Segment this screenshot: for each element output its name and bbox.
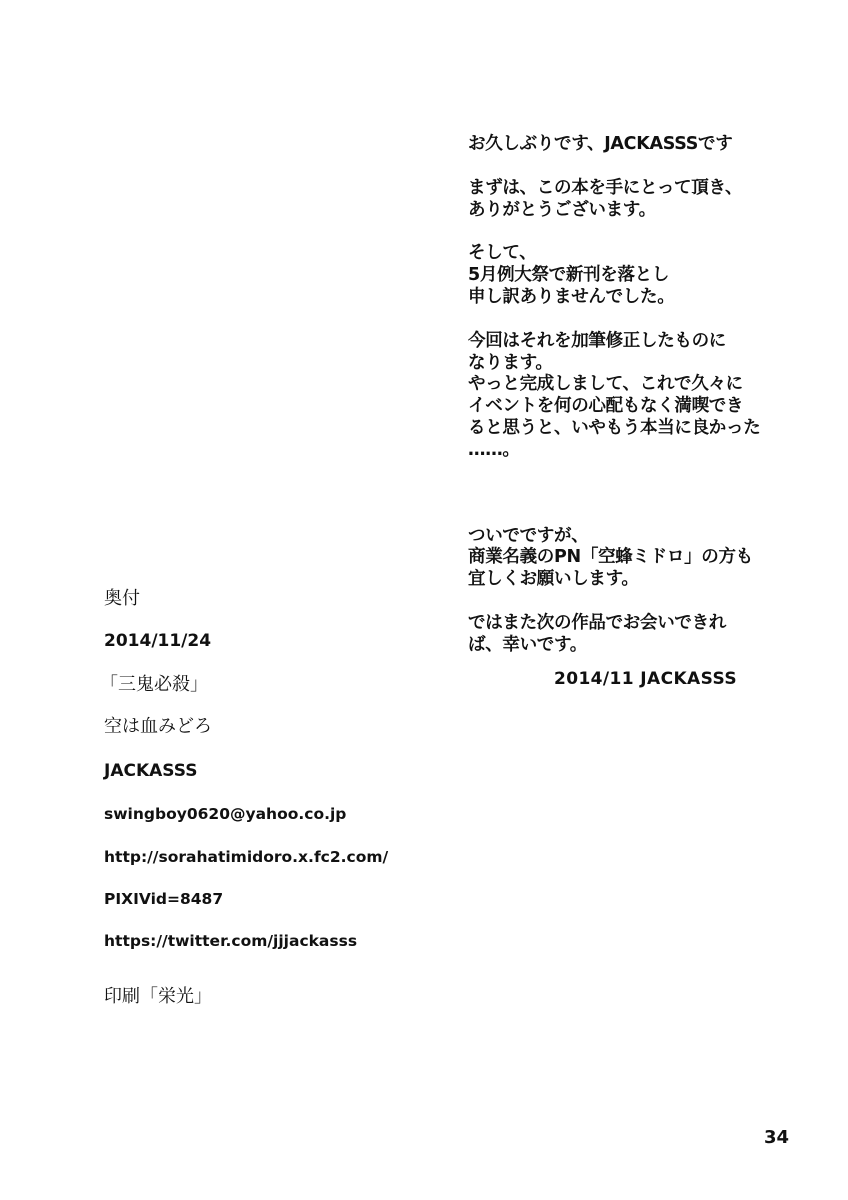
paragraph-apology — [468, 243, 808, 308]
text-line: 商業名義のPN「空蜂ミドロ」の方も — [468, 547, 753, 568]
paragraph-greeting — [468, 134, 808, 156]
book-title: 「三鬼必殺」 — [100, 674, 208, 695]
text-line: お久しぶりです、JACKASSSです — [468, 134, 733, 154]
publication-date: 2014/11/24 — [104, 631, 212, 651]
text-line: 宜しくお願いします。 — [468, 569, 639, 590]
circle-name: 空は血みどろ — [104, 716, 212, 737]
text-line: 今回はそれを加筆修正したものに — [468, 330, 726, 351]
text-line: 5月例大祭で新刊を落とし — [468, 265, 670, 286]
printer-name: 印刷「栄光」 — [104, 986, 212, 1007]
website-url: http://sorahatimidoro.x.fc2.com/ — [104, 848, 389, 866]
paragraph-pen-name — [468, 526, 808, 591]
colophon-heading: 奥付 — [104, 588, 140, 609]
text-line: 申し訳ありませんでした。 — [468, 286, 675, 307]
pixiv-id: PIXIVid=8487 — [104, 890, 224, 908]
email-address: swingboy0620@yahoo.co.jp — [104, 805, 347, 823]
text-line: ついでですが、 — [468, 525, 589, 546]
text-line: イベントを何の心配もなく満喫でき — [468, 396, 744, 417]
text-line: なります。 — [468, 352, 553, 373]
text-line: ではまた次の作品でお会いできれ — [468, 612, 726, 633]
text-line: やっと完成しまして、これで久々に — [468, 374, 743, 395]
author-name: JACKASSS — [104, 761, 198, 781]
twitter-url: https://twitter.com/jjjackasss — [104, 932, 358, 950]
paragraph-closing — [468, 613, 808, 657]
text-line: ……。 — [468, 439, 520, 460]
text-line: まずは、この本を手にとって頂き、 — [468, 177, 743, 198]
afterword-message — [468, 134, 808, 657]
text-line: そして、 — [468, 243, 537, 264]
text-line: ありがとうございます。 — [468, 199, 656, 220]
paragraph-revision — [468, 331, 808, 462]
paragraph-thanks — [468, 178, 808, 222]
page-number: 34 — [764, 1127, 790, 1148]
text-line: ば、幸いです。 — [468, 634, 587, 655]
afterword-signature: 2014/11 JACKASSS — [554, 669, 737, 689]
text-line: ると思うと、いやもう本当に良かった — [468, 417, 761, 438]
